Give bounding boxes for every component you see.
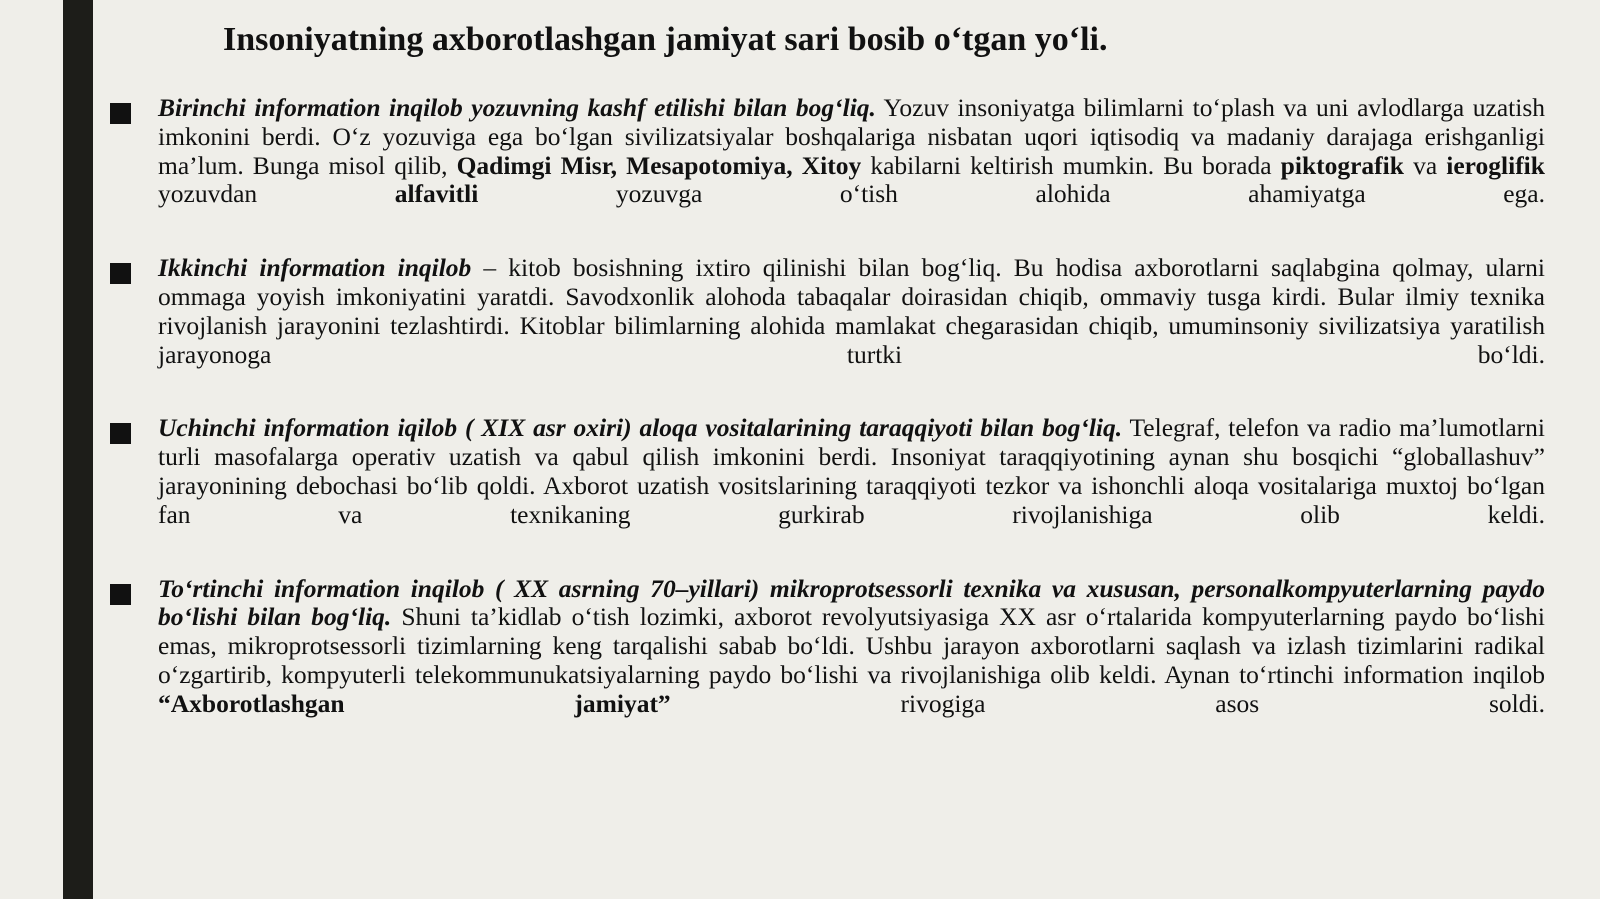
bullet-text: yozuvga o‘tish alohida ahamiyatga ega.	[478, 179, 1545, 209]
bullet-text: Yozuv insoniyatga bilimlarni to‘plash va uni avlodlarga uzatish imkonini berdi. O‘z yozuviga ega bo‘lgan sivilizatsiyalar boshqalariga nisbatan uqori iqtisodiq va madaniy darajaga erishganligi ma’lum. Bunga misol qilib,	[158, 93, 1545, 180]
bullet-text: rivogiga asos soldi.	[670, 688, 1545, 718]
bullet-lead: To‘rtinchi information inqilob ( XX asrning 70–yillari) mikroprotsessorli texnika va xususan, personalkompyuterlarning paydo bo‘lishi bilan bog‘liq.	[158, 573, 1545, 632]
bullet-item-fourth-revolution	[110, 575, 1545, 719]
bullet-lead: Birinchi information inqilob yozuvning kashf etilishi bilan bog‘liq.	[158, 93, 876, 122]
bullet-text: – kitob bosishning ixtiro qilinishi bilan bog‘liq. Bu hodisa axborotlarni saqlabgina qolmay, ularni ommaga yoyish imkoniyatini yaratdi. Savodxonlik alohoda tabaqalar doirasidan chiqib, ommaviy tusga kirdi. Bular ilmiy texnika rivojlanish jarayonini tezlashtirdi. Kitoblar bilimlarning alohida mamlakat chegarasidan chiqib, umuminsoniy sivilizatsiya yaratilish jarayonoga turtki bo‘ldi.	[158, 253, 1545, 369]
bullet-item-first-revolution	[110, 94, 1545, 209]
bullet-item-third-revolution	[110, 414, 1545, 529]
bullet-bold-text: Qadimgi Misr, Mesapotomiya, Xitoy	[456, 150, 862, 180]
bullet-lead: Uchinchi information iqilob ( XIX asr oxiri) aloqa vositalarining taraqqiyoti bilan bog‘liq.	[158, 413, 1123, 443]
bullet-text: Shuni ta’kidlab o‘tish lozimki, axborot revolyutsiyasiga XX asr o‘rtalarida kompyuterlarning paydo bo‘lishi emas, mikroprotsessorli tizimlarning keng tarqalishi sabab bo‘ldi. Ushbu jarayon axborotlarni saqlash va izlash tizimlarini radikal o‘zgartirib, kompyuterli telekommunukatsiyalarning paydo bo‘lishi va rivojlanishiga olib keldi. Aynan to‘rtinchi information inqilob	[158, 602, 1545, 689]
square-bullet-icon	[110, 584, 131, 605]
bullet-text: kabilarni keltirish mumkin. Bu borada	[861, 150, 1281, 180]
bullet-text: yozuvdan	[158, 179, 395, 209]
slide-title: Insoniyatning axborotlashgan jamiyat sari bosib o‘tgan yo‘li.	[223, 21, 1108, 58]
bullet-bold-text: alfavitli	[394, 179, 479, 209]
bullet-text: Telegraf, telefon va radio ma’lumotlarni turli masofalarga operativ uzatish va qabul qilish imkonini berdi. Insoniyat taraqqiyotining aynan shu bosqichi “globallashuv” jarayonining debochasi bo‘lib qoldi. Axborot uzatish vositslarining taraqqiyoti tezkor va ishonchli aloqa vositalariga muxtoj bo‘lgan fan va texnikaning gurkirab rivojlanishiga olib keldi.	[158, 413, 1545, 529]
left-accent-bar	[63, 0, 93, 899]
square-bullet-icon	[110, 103, 131, 124]
bullet-lead: Ikkinchi information inqilob	[158, 253, 472, 283]
bullet-text: va	[1403, 150, 1447, 180]
square-bullet-icon	[110, 423, 131, 444]
bullet-item-second-revolution	[110, 254, 1545, 369]
square-bullet-icon	[110, 263, 131, 284]
bullet-bold-text: ieroglifik	[1446, 150, 1545, 180]
bullet-list	[110, 94, 1545, 719]
bullet-bold-text: “Axborotlashgan jamiyat”	[158, 688, 671, 718]
bullet-bold-text: piktografik	[1280, 150, 1404, 180]
